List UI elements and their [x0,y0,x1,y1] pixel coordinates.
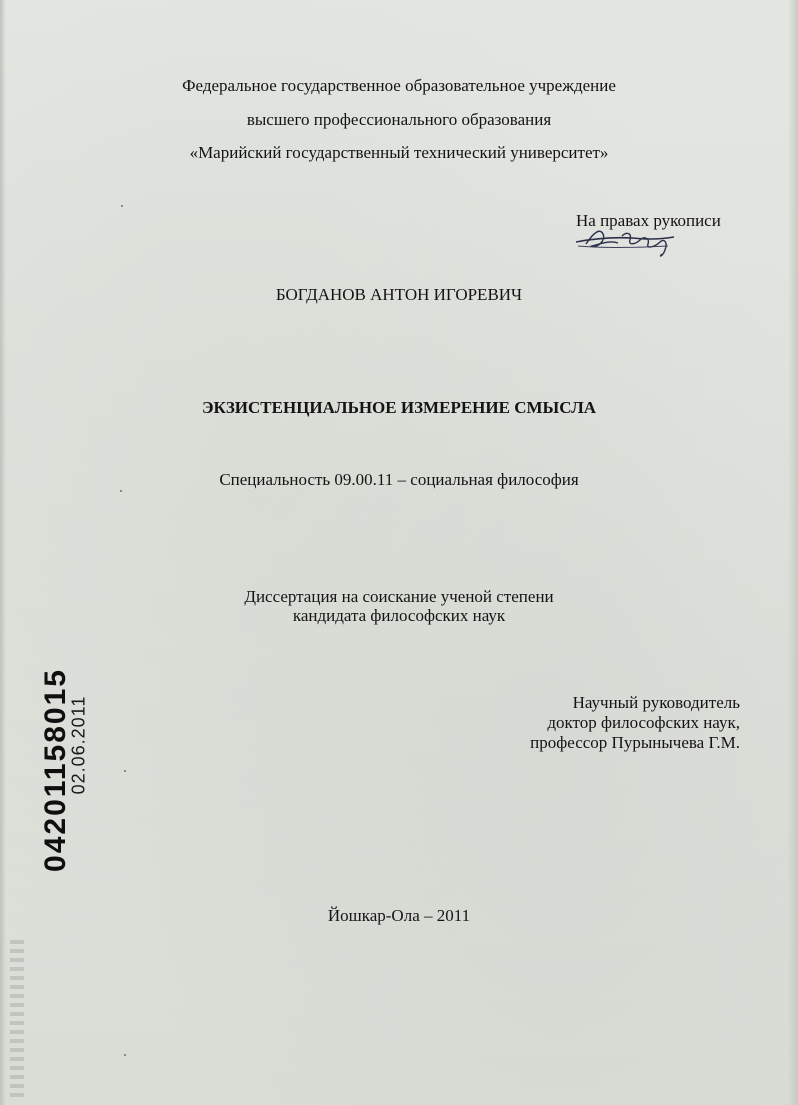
institution-line-3: «Марийский государственный технический университет» [189,143,609,162]
supervisor-line-1: Научный руководитель [572,693,740,712]
supervisor-line-2: доктор философских наук, [547,713,740,732]
scan-speck [124,770,126,772]
dissertation-title: ЭКЗИСТЕНЦИАЛЬНОЕ ИЗМЕРЕНИЕ СМЫСЛА [201,398,597,417]
degree-line-1: Диссертация на соискание ученой степени [244,587,554,606]
page-right-edge [788,0,798,1105]
manuscript-rights-label: На правах рукописи [576,211,721,230]
registration-date-stamp: 02.06.2011 [68,695,89,795]
institution-line-1: Федеральное государственное образовательное учреждение [182,76,616,95]
scan-speck [124,1054,126,1056]
page-left-edge [0,0,6,1105]
registration-number-stamp: 04201158015 [39,668,72,872]
specialty-line: Специальность 09.00.11 – социальная философия [219,470,579,489]
city-year: Йошкар-Ола – 2011 [327,906,471,925]
degree-line-2: кандидата философских наук [292,606,506,625]
author-name: БОГДАНОВ АНТОН ИГОРЕВИЧ [275,285,523,304]
institution-line-2: высшего профессионального образования [246,110,552,129]
faded-edge-marking [10,940,24,1100]
scan-speck [121,205,123,207]
handwritten-signature-icon [570,218,682,260]
scan-speck [120,490,122,492]
supervisor-line-3: профессор Пурынычева Г.М. [530,733,740,752]
